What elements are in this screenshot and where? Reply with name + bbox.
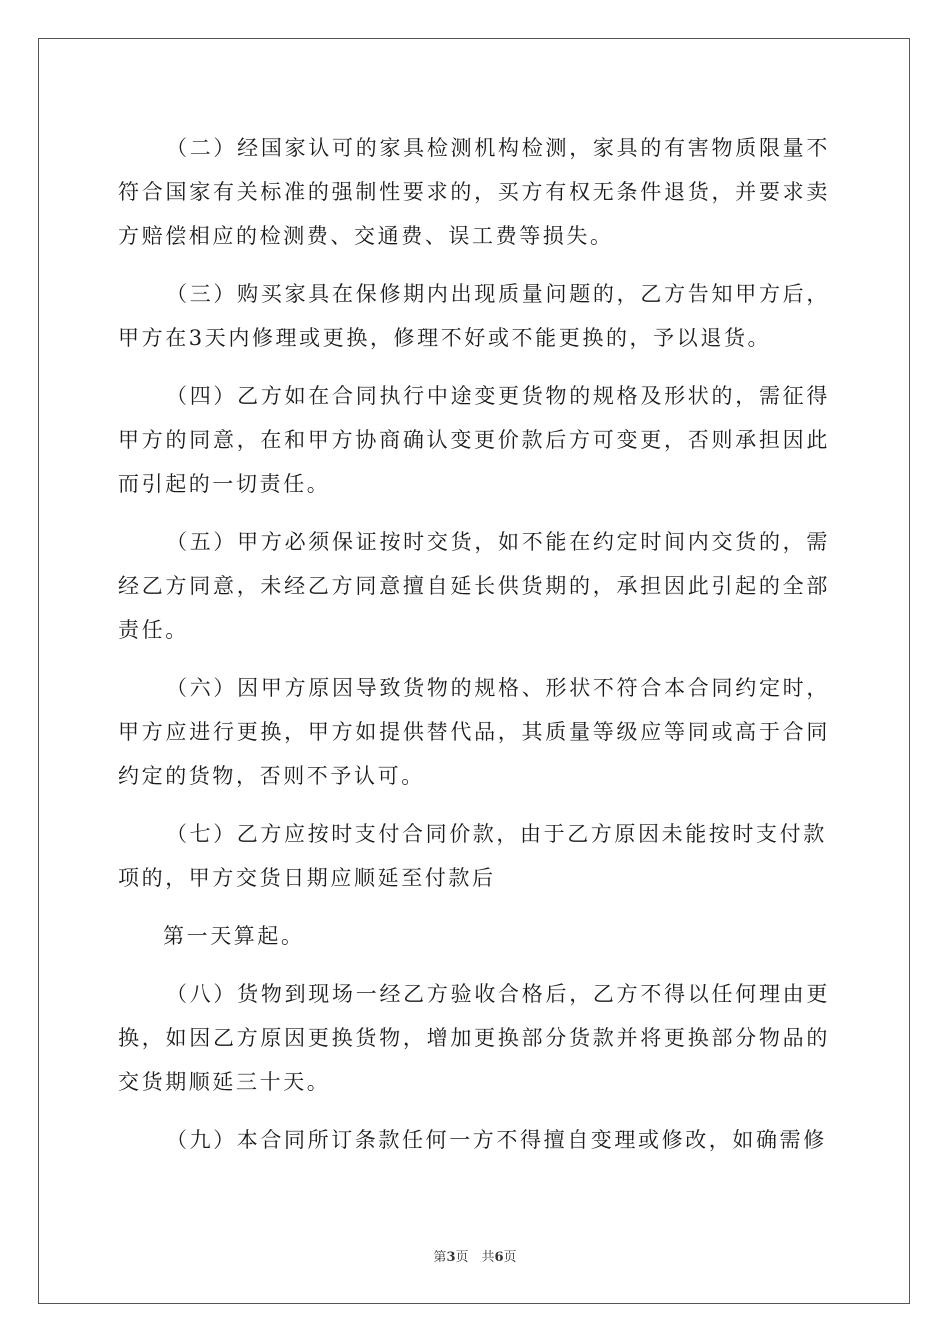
page-number-footer — [0, 1246, 950, 1265]
paragraph-4: （四）乙方如在合同执行中途变更货物的规格及形状的，需征得甲方的同意，在和甲方协商确认变更价款后方可变更，否则承担因此而引起的一切责任。 — [118, 384, 830, 496]
paragraph-9: （九）本合同所订条款任何一方不得擅自变理或修改，如确需修 — [166, 1128, 827, 1152]
paragraph-5: （五）甲方必须保证按时交货，如不能在约定时间内交货的，需经乙方同意，未经乙方同意擅自延长供货期的，承担因此引起的全部责任。 — [118, 530, 830, 642]
paragraph-7-continuation: 第一天算起。 — [163, 924, 305, 948]
paragraph-7: （七）乙方应按时支付合同价款，由于乙方原因未能按时支付款项的，甲方交货日期应顺延至付款后 — [118, 822, 827, 890]
paragraph-8: （八）货物到现场一经乙方验收合格后，乙方不得以任何理由更换，如因乙方原因更换货物，增加更换部分货款并将更换部分物品的交货期顺延三十天。 — [118, 982, 830, 1094]
total-page-number: 6 — [494, 1250, 504, 1265]
document-body — [118, 126, 830, 1176]
page-prefix: 第 — [433, 1250, 447, 1265]
paragraph-2: （二）经国家认可的家具检测机构检测，家具的有害物质限量不符合国家有关标准的强制性要求的，买方有权无条件退货，并要求卖方赔偿相应的检测费、交通费、误工费等损失。 — [118, 136, 830, 248]
paragraph-3: （三）购买家具在保修期内出现质量问题的，乙方告知甲方后，甲方在3天内修理或更换，修理不好或不能更换的，予以退货。 — [118, 282, 830, 350]
paragraph-6: （六）因甲方原因导致货物的规格、形状不符合本合同约定时，甲方应进行更换，甲方如提供替代品，其质量等级应等同或高于合同约定的货物，否则不予认可。 — [118, 676, 830, 788]
page-suffix: 页 — [503, 1250, 517, 1265]
page-mid: 页 共 — [455, 1250, 495, 1265]
current-page-number: 3 — [446, 1250, 456, 1265]
